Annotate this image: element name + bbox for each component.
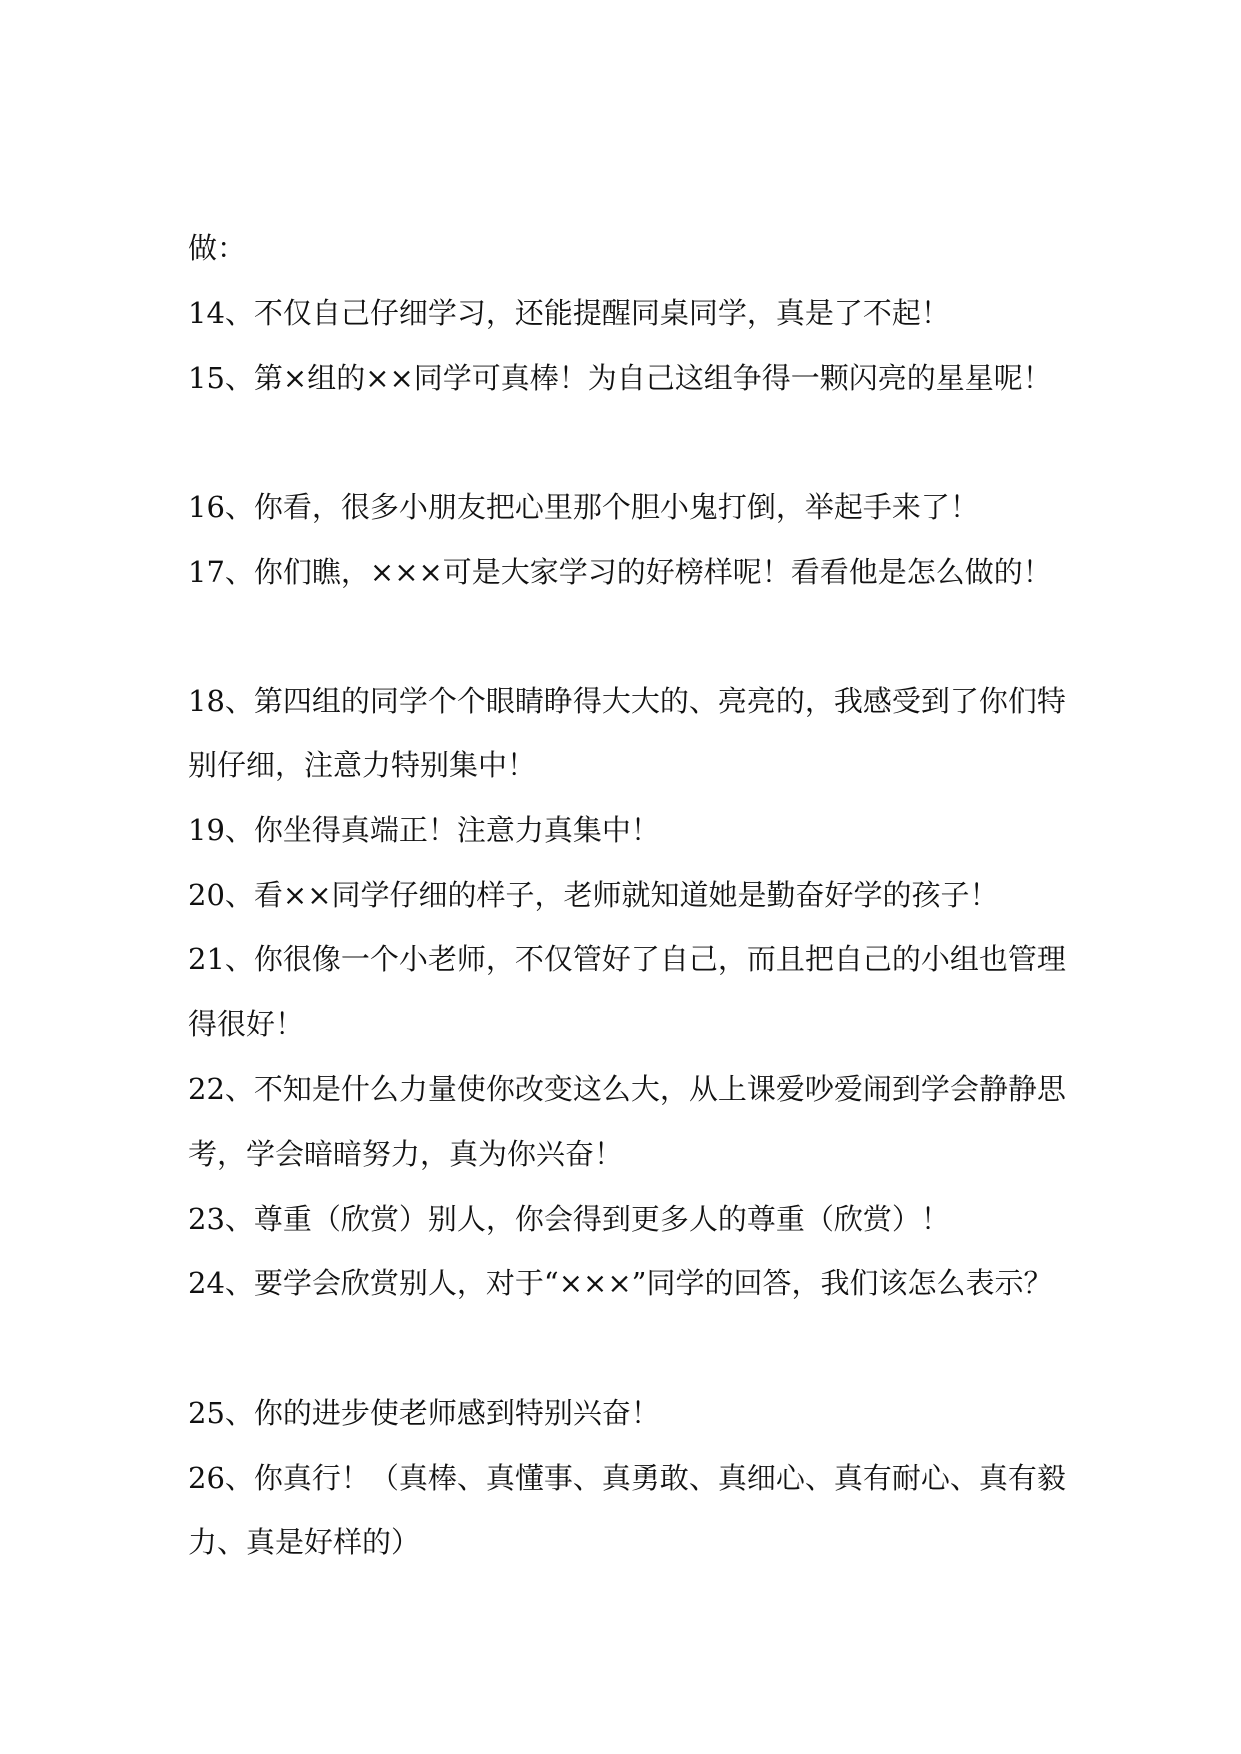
text-line-item-23: 23、尊重（欣赏）别人，你会得到更多人的尊重（欣赏）！ <box>188 1202 950 1236</box>
text-line-item-16: 16、你看，很多小朋友把心里那个胆小鬼打倒，举起手来了！ <box>188 490 979 524</box>
text-line-item-22: 22、不知是什么力量使你改变这么大，从上课爱吵爱闹到学会静静思 <box>188 1072 1066 1106</box>
text-line-item-24: 24、要学会欣赏别人，对于“×××”同学的回答，我们该怎么表示？ <box>188 1266 1053 1300</box>
text-line-item-19: 19、你坐得真端正！注意力真集中！ <box>188 813 660 847</box>
text-line-continuation: 做： <box>188 231 247 265</box>
text-line-item-20: 20、看××同学仔细的样子，老师就知道她是勤奋好学的孩子！ <box>188 878 999 912</box>
text-line-item-25: 25、你的进步使老师感到特别兴奋！ <box>188 1396 660 1430</box>
text-line-item-21-cont: 得很好！ <box>188 1007 305 1041</box>
text-line-item-26: 26、你真行！（真棒、真懂事、真勇敢、真细心、真有耐心、真有毅 <box>188 1461 1066 1495</box>
text-line-item-26-cont: 力、真是好样的） <box>188 1525 421 1559</box>
text-line-item-17: 17、你们瞧，×××可是大家学习的好榜样呢！看看他是怎么做的！ <box>188 555 1052 589</box>
text-line-item-22-cont: 考，学会暗暗努力，真为你兴奋！ <box>188 1137 624 1171</box>
text-line-item-14: 14、不仅自己仔细学习，还能提醒同桌同学，真是了不起！ <box>188 296 950 330</box>
text-line-item-21: 21、你很像一个小老师，不仅管好了自己，而且把自己的小组也管理 <box>188 942 1066 976</box>
text-line-item-18-cont: 别仔细，注意力特别集中！ <box>188 748 537 782</box>
text-line-item-18: 18、第四组的同学个个眼睛睁得大大的、亮亮的，我感受到了你们特 <box>188 684 1066 718</box>
text-line-item-15: 15、第×组的××同学可真棒！为自己这组争得一颗闪亮的星星呢！ <box>188 361 1052 395</box>
